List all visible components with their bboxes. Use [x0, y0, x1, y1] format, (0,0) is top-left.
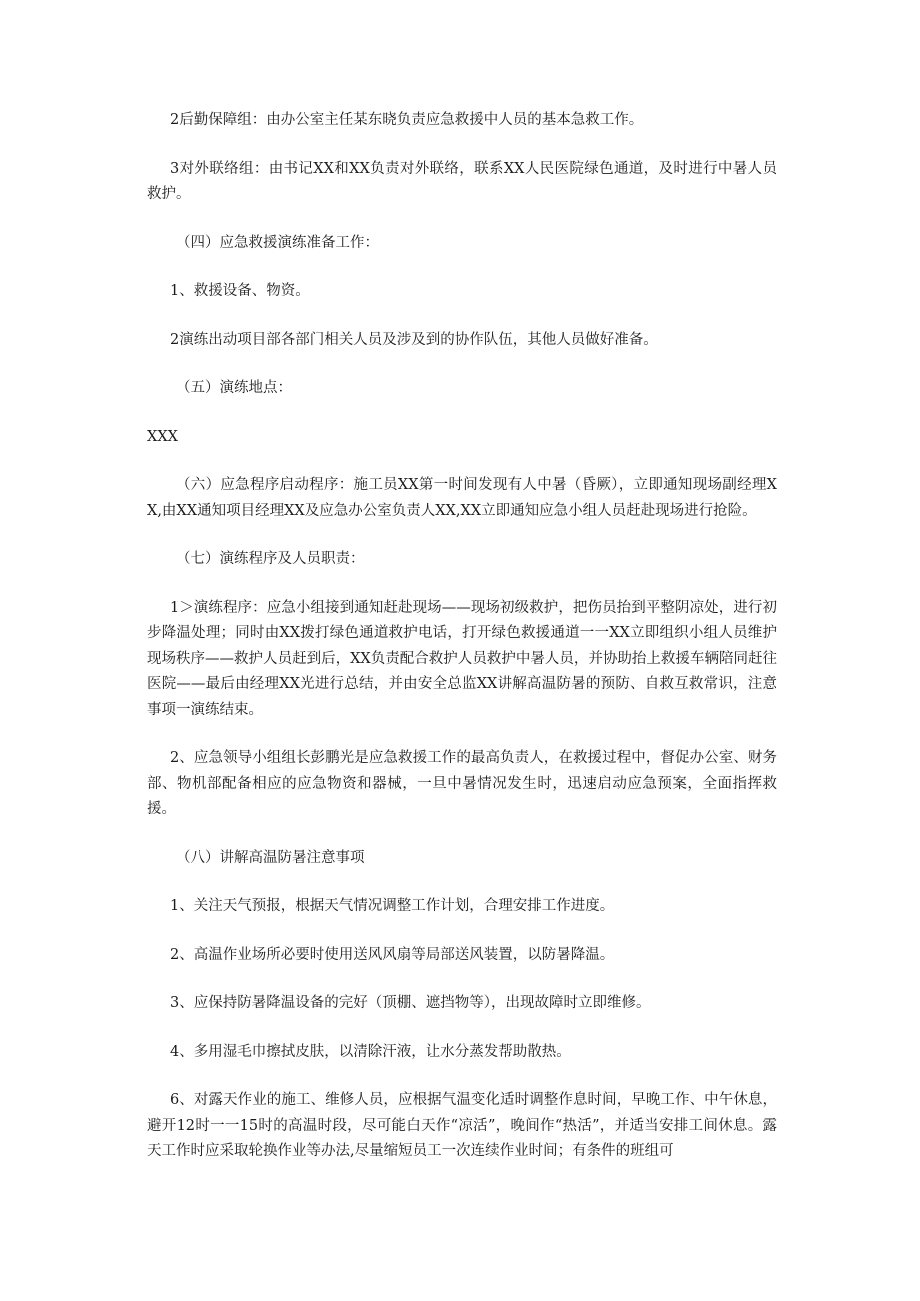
- paragraph-equipment: 1、救援设备、物资。: [170, 283, 310, 299]
- section-heading-drill-procedure: （七）演练程序及人员职责：: [176, 551, 365, 567]
- paragraph-drill-procedure: 1＞演练程序：应急小组接到通知赶赴现场——现场初级救护，把伤员抬到平整阴凉处，进行初步降温处理；同时由XX拨打绿色通道救护电话，打开绿色救援通道一一XX立即组织小组人员维护现场秩序——救护人员赶到后，XX负责配合救护人员救护中暑人员，并协助抬上救援车辆陪同赶往医院——最后由经理XX光进行总结，并由安全总监XX讲解高温防暑的预防、自救互救常识，注意事项一演练结束。: [147, 599, 777, 718]
- section-heading-preparation: （四）应急救援演练准备工作：: [176, 234, 379, 251]
- paragraph-precaution-2: 2、高温作业场所必要时使用送风风扇等局部送风装置，以防暑降温。: [170, 946, 615, 963]
- document-body: [147, 108, 777, 1188]
- paragraph-location-value: XXX: [147, 428, 178, 445]
- paragraph-drill-personnel: 2演练出动项目部各部门相关人员及涉及到的协作队伍，其他人员做好准备。: [170, 331, 658, 348]
- paragraph-leader-responsibility: 2、应急领导小组组长彭鹏光是应急救援工作的最高负责人，在救援过程中，督促办公室、财务部、物机部配备相应的应急物资和器械，一旦中暑情况发生时，迅速启动应急预案，全面指挥救援。: [147, 750, 777, 817]
- paragraph-startup-procedure: （六）应急程序启动程序：施工员XX第一时间发现有人中暑（昏厥），立即通知现场副经理XX,由XX通知项目经理XX及应急办公室负责人XX,XX立即通知应急小组人员赶赴现场进行抢险。: [147, 477, 777, 519]
- paragraph-logistics-group: 2后勤保障组：由办公室主任某东晓负责应急救援中人员的基本急救工作。: [170, 112, 644, 128]
- paragraph-precaution-1: 1、关注天气预报，根据天气情况调整工作计划，合理安排工作进度。: [170, 898, 615, 914]
- paragraph-precaution-3: 3、应保持防暑降温设备的完好（顶棚、遮挡物等），出现故障时立即维修。: [170, 995, 651, 1011]
- section-heading-location: （五）演练地点：: [176, 380, 292, 396]
- paragraph-precaution-4: 4、多用湿毛巾擦拭皮肤，以清除汗液，让水分蒸发帮助散热。: [170, 1043, 571, 1060]
- paragraph-precaution-6: 6、对露天作业的施工、维修人员，应根据气温变化适时调整作息时间，早晚工作、中午休息，避开12时一一15时的高温时段，尽可能白天作“凉活”，晚间作“热活”，并适当安排工间休息。露天工作时应采取轮换作业等办法,尽量缩短员工一次连续作业时间；有条件的班组可: [147, 1092, 777, 1159]
- paragraph-liaison-group: 3对外联络组：由书记XX和XX负责对外联络，联系XX人民医院绿色通道，及时进行中暑人员救护。: [147, 160, 777, 202]
- section-heading-heat-precautions: （八）讲解高温防暑注意事项: [176, 849, 365, 866]
